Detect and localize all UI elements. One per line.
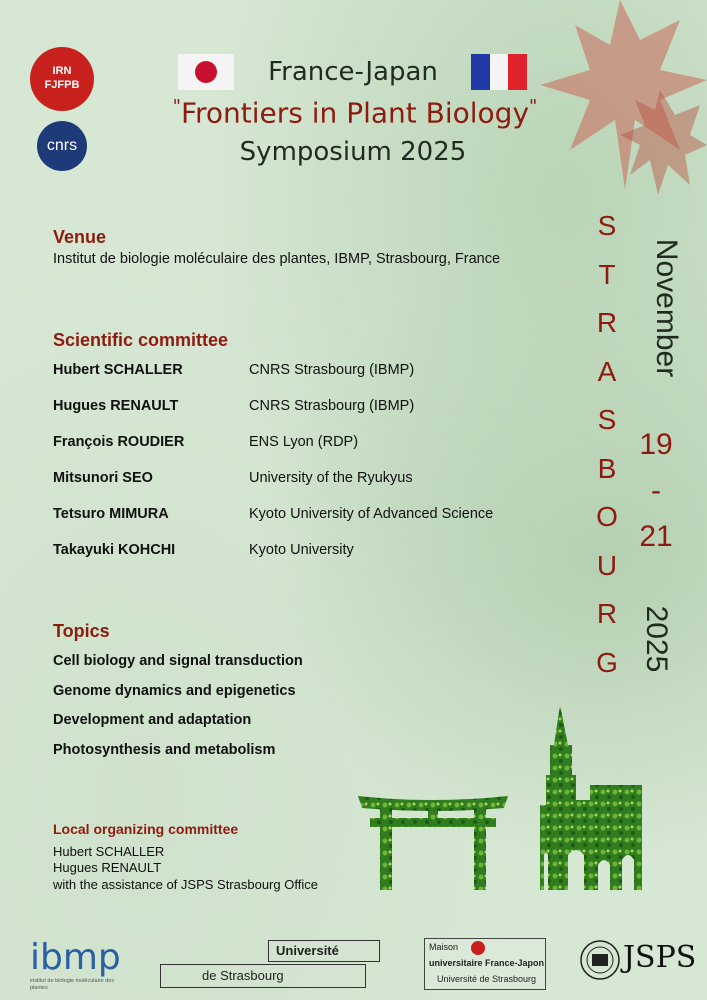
ibmp-wordmark: ibmp: [30, 937, 121, 978]
venue-heading: Venue: [53, 227, 107, 247]
city-letter: T: [598, 258, 616, 290]
city-letter: S: [597, 404, 617, 435]
member-name: Hugues RENAULT: [53, 398, 179, 414]
member-name: Mitsunori SEO: [53, 470, 153, 486]
symposium-name: Frontiers in Plant Biology: [180, 96, 530, 130]
unistra-logo: [160, 940, 396, 990]
year-rotated: [637, 584, 673, 694]
city-letter: G: [596, 646, 618, 678]
unistra-label-1: Université: [276, 943, 339, 958]
title-line-1: France-Japan: [268, 57, 438, 87]
jsps-wordmark: JSPS: [623, 940, 697, 975]
torii-gate-icon: [358, 790, 508, 890]
member-affiliation: ENS Lyon (RDP): [249, 434, 359, 450]
title-line-2: [110, 96, 600, 129]
title-line-3: Symposium 2025: [239, 137, 467, 167]
mfj-emblem-icon: [471, 941, 485, 955]
irn-fjfpb-badge: [30, 47, 94, 111]
local-member: Hubert SCHALLER: [53, 844, 165, 859]
year-label: 2025: [640, 605, 673, 673]
quote-close: ": [529, 96, 538, 117]
member-affiliation: CNRS Strasbourg (IBMP): [249, 362, 415, 378]
city-letter: U: [596, 549, 618, 581]
fjfpb-label: FJFPB: [44, 79, 80, 91]
topic-item: Cell biology and signal transduction: [53, 653, 303, 669]
city-vertical: [592, 210, 622, 695]
city-letter: O: [596, 501, 618, 532]
city-letter: B: [597, 452, 617, 484]
member-name: Hubert SCHALLER: [53, 362, 183, 378]
member-name: Tetsuro MIMURA: [53, 506, 169, 522]
topic-item: Photosynthesis and metabolism: [53, 742, 276, 758]
unistra-label-2: de Strasbourg: [202, 968, 284, 983]
mfj-line-3: Université de Strasbourg: [437, 974, 537, 984]
topics-heading: Topics: [53, 621, 110, 641]
ibmp-logo: [30, 938, 121, 992]
topic-item: Genome dynamics and epigenetics: [53, 683, 296, 699]
ibmp-subtitle: institut de biologie moléculaire des plantes: [30, 978, 115, 991]
member-affiliation: CNRS Strasbourg (IBMP): [249, 398, 415, 414]
local-assistance: with the assistance of JSPS Strasbourg Office: [53, 877, 318, 892]
cnrs-label: cnrs: [46, 137, 78, 154]
committee-heading: Scientific committee: [53, 330, 229, 350]
month-label: November: [650, 238, 683, 378]
quote-open: ": [172, 96, 181, 117]
cnrs-logo: [37, 121, 87, 171]
day-start: 19: [639, 428, 673, 461]
date-dash: -: [651, 474, 661, 507]
mfj-logo: [424, 938, 546, 990]
member-affiliation: Kyoto University: [249, 542, 354, 558]
jsps-seal-icon: [580, 940, 620, 980]
city-letter: S: [597, 210, 617, 241]
mfj-line-1: Maison: [429, 942, 459, 952]
day-end: 21: [639, 520, 673, 553]
local-committee-heading: Local organizing committee: [53, 821, 239, 837]
topic-item: Development and adaptation: [53, 712, 252, 728]
city-letter: R: [596, 598, 618, 629]
month-rotated: [647, 208, 683, 408]
member-name: François ROUDIER: [53, 434, 185, 450]
mfj-line-2: universitaire France-Japon: [429, 958, 545, 968]
city-letter: R: [596, 307, 618, 338]
city-letter: A: [597, 355, 617, 387]
member-affiliation: University of the Ryukyus: [249, 470, 413, 486]
irn-label: IRN: [52, 65, 72, 77]
cathedral-icon: [540, 705, 642, 890]
local-member: Hugues RENAULT: [53, 860, 162, 875]
venue-text: Institut de biologie moléculaire des plantes, IBMP, Strasbourg, France: [53, 251, 501, 267]
member-name: Takayuki KOHCHI: [53, 542, 176, 558]
member-affiliation: Kyoto University of Advanced Science: [249, 506, 494, 522]
